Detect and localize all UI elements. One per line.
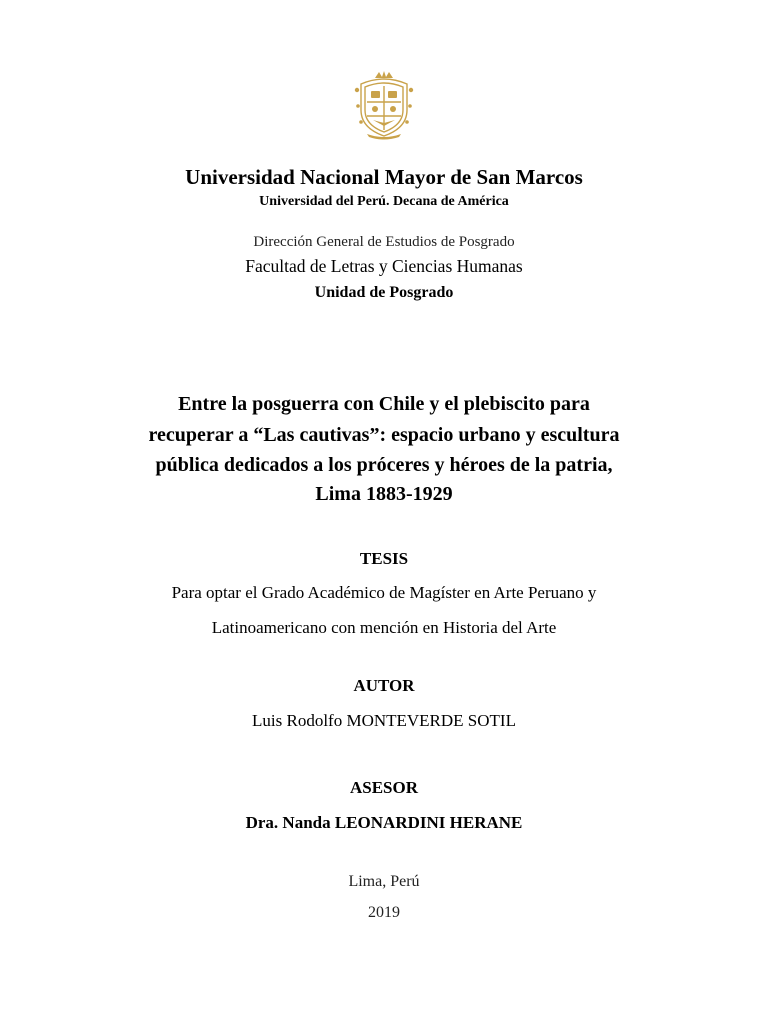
degree-line: Latinoamericano con mención en Historia del Arte <box>211 618 557 637</box>
postgraduate-direction: Dirección General de Estudios de Posgrado <box>253 234 515 250</box>
year-text: 2019 <box>368 904 400 921</box>
university-seal-icon <box>353 70 415 140</box>
thesis-title-line: recuperar a “Las cautivas”: espacio urbano y escultura <box>148 424 620 446</box>
advisor-heading: ASESOR <box>349 778 419 797</box>
advisor-name: Dra. Nanda LEONARDINI HERANE <box>245 813 523 832</box>
university-motto: Universidad del Perú. Decana de América <box>259 194 509 209</box>
author-name: Luis Rodolfo MONTEVERDE SOTIL <box>252 711 516 730</box>
thesis-title-line: Entre la posguerra con Chile y el plebiscito para <box>178 393 590 415</box>
author-heading: AUTOR <box>353 676 415 695</box>
university-name: Universidad Nacional Mayor de San Marcos <box>185 165 583 189</box>
postgraduate-unit: Unidad de Posgrado <box>314 284 454 301</box>
thesis-heading: TESIS <box>359 549 409 568</box>
degree-line: Para optar el Grado Académico de Magíster en Arte Peruano y <box>171 583 597 602</box>
faculty-name: Facultad de Letras y Ciencias Humanas <box>245 256 523 276</box>
thesis-title-line: pública dedicados a los próceres y héroes de la patria, <box>155 454 613 476</box>
place-text: Lima, Perú <box>348 873 420 890</box>
thesis-title-line: Lima 1883-1929 <box>315 483 453 505</box>
